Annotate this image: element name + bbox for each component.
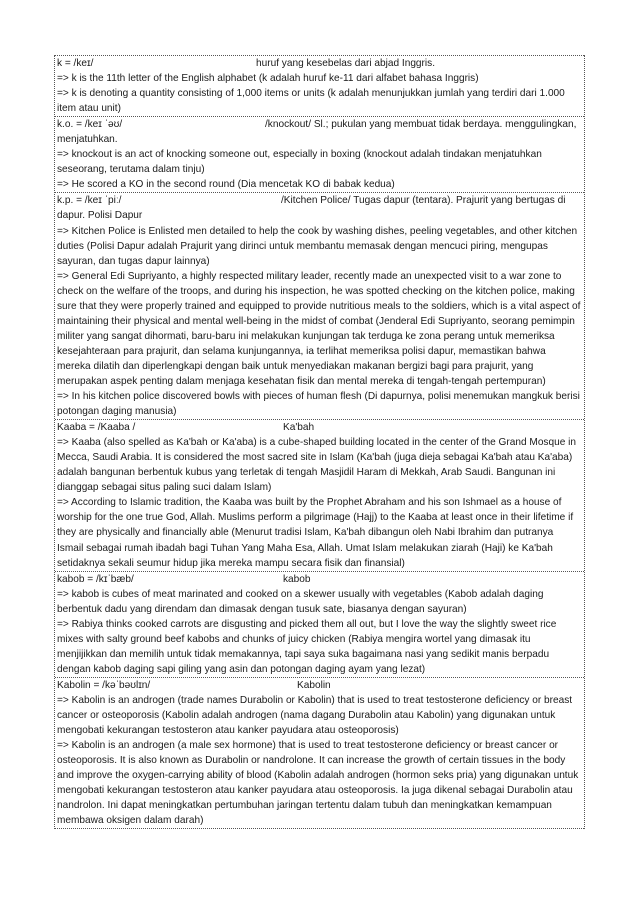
entry-heading xyxy=(57,117,582,147)
entry-heading xyxy=(57,678,582,693)
example-line: => kabob is cubes of meat marinated and cooked on a skewer usually with vegetables (Kabob adalah daging berbentuk dadu yang direndam dan dimasak dengan tusuk sate, biasanya dengan sayuran) xyxy=(57,588,544,615)
dictionary-entry xyxy=(55,419,584,570)
example-line: => Kabolin is an androgen (trade names Durabolin or Kabolin) that is used to treat testosterone deficiency or breast cancer or osteoporosis (Kabolin adalah androgen (nama dagang Durabolin atau Kabolin) yang digunakan untuk mengobati kekurangan testosteron atau kanker payudara atau osteoporosis) xyxy=(57,694,573,737)
headword-definition: kabob xyxy=(283,573,311,585)
dictionary-entry xyxy=(55,116,584,192)
example-line: => According to Islamic tradition, the Kaaba was built by the Prophet Abraham and his son Ishmael as a house of worship for the one true God, Allah. Muslims perform a pilgrimage (Hajj) to the Kaaba at least once in their lifetime if they are physically and financially able (Menurut tradisi Islam, Ka'bah dibangun oleh Nabi Ibrahim dan putranya Ismail sebagai rumah ibadah bagi Tuhan Yang Maha Esa, Allah. Umat Islam melakukan ziarah (Haji) ke Ka'bah setidaknya sekali seumur hidup jika mereka mampu secara fisik dan finansial) xyxy=(57,497,574,569)
headword: Kaaba = /Kaaba / xyxy=(57,422,136,434)
dictionary-entry xyxy=(55,571,584,677)
example-line: => General Edi Supriyanto, a highly respected military leader, recently made an unexpected visit to a war zone to check on the welfare of the troops, and during his inspection, he was spotted checking on the kitchen police, making sure that they were properly trained and equipped to provide nutritious meals to the soldiers, which is a vital aspect of maintaining their physical and mental well-being in the midst of combat (Jenderal Edi Supriyanto, seorang pemimpin militer yang sangat dihormati, baru-baru ini melakukan kunjungan tak terduga ke zona perang untuk memeriksa kesejahteraan para prajurit, dan selama kunjungannya, ia terlihat memeriksa polisi dapur, memastikan bahwa mereka dilatih dan diperlengkapi dengan baik untuk menyediakan makanan bergizi bagi para prajurit, yang merupakan aspek penting dalam menjaga kesehatan fisik dan mental mereka di tengah-tengah pertempuran) xyxy=(57,270,581,387)
example-line: => He scored a KO in the second round (Dia mencetak KO di babak kedua) xyxy=(57,179,395,191)
headword-definition: /knockout/ Sl.; pukulan yang membuat tidak berdaya. menggulingkan, menjatuhkan. xyxy=(57,119,577,146)
headword-definition: /Kitchen Police/ Tugas dapur (tentara). Prajurit yang bertugas di dapur. Polisi Dapur xyxy=(57,195,566,222)
example-line: => Kitchen Police is Enlisted men detailed to help the cook by washing dishes, peeling vegetables, and other kitchen duties (Polisi Dapur adalah Prajurit yang dirinci untuk membantu memasak dengan mencuci piring, mengupas sayuran, dan tugas dapur lainnya) xyxy=(57,225,578,267)
entry-heading xyxy=(57,420,582,435)
headword-definition: Ka'bah xyxy=(283,422,315,434)
dictionary-entry xyxy=(55,192,584,419)
example-line: => Rabiya thinks cooked carrots are disgusting and picked them all out, but I love the way the slightly sweet rice mixes with salty ground beef kabobs and chunks of juicy chicken (Rabiya mengira wortel yang dimasak itu menjijikkan dan memilih untuk tidak memakannya, tapi saya suka bagaimana nasi yang sedikit manis berpadu dengan kabob daging sapi giling yang asin dan potongan daging ayam yang lezat) xyxy=(57,618,557,675)
example-line: => k is denoting a quantity consisting of 1,000 items or units (k adalah menunjukkan jumlah yang terdiri dari 1.000 item atau unit) xyxy=(57,88,565,115)
headword-definition: huruf yang kesebelas dari abjad Inggris. xyxy=(256,58,435,69)
example-line: => In his kitchen police discovered bowls with pieces of human flesh (Di dapurnya, polisi menemukan mangkuk berisi potongan daging manusia) xyxy=(57,391,580,418)
entry-heading xyxy=(57,56,582,71)
headword-definition: Kabolin xyxy=(297,679,331,691)
headword: Kabolin = /kəˈbəʊlɪn/ xyxy=(57,679,151,691)
dictionary-entries xyxy=(54,55,585,829)
headword: kabob = /kɪˈbæb/ xyxy=(57,573,134,585)
headword: k = /keɪ/ xyxy=(57,58,94,69)
example-line: => Kaaba (also spelled as Ka'bah or Ka'aba) is a cube-shaped building located in the center of the Grand Mosque in Mecca, Saudi Arabia. It is considered the most sacred site in Islam (Ka'bah (juga dieja sebagai Ka'bah atau Ka'aba) adalah bangunan berbentuk kubus yang terletak di tengah Masjidil Haram di Mekkah, Arab Saudi. Bangunan ini dianggap sebagai situs paling suci dalam Islam) xyxy=(57,437,576,494)
entry-heading xyxy=(57,193,582,223)
example-line: => k is the 11th letter of the English alphabet (k adalah huruf ke-11 dari alfabet bahasa Inggris) xyxy=(57,73,479,85)
entry-heading xyxy=(57,572,582,587)
headword: k.p. = /keɪ ˈpiː/ xyxy=(57,195,122,207)
headword: k.o. = /keɪ ˈəʊ/ xyxy=(57,119,123,131)
dictionary-entry xyxy=(55,677,584,829)
dictionary-entry xyxy=(55,55,584,116)
example-line: => Kabolin is an androgen (a male sex hormone) that is used to treat testosterone deficiency or breast cancer or osteoporosis. It is also known as Durabolin or nandrolone. It can increase the growth of certain tissues in the body and improve the oxygen-carrying ability of blood (Kabolin adalah androgen (hormon seks pria) yang digunakan untuk mengobati kekurangan testosteron atau kanker payudara atau osteoporosis. Ia juga dikenal sebagai Durabolin atau nandrolon. Ini dapat meningkatkan pertumbuhan jaringan tertentu dalam tubuh dan meningkatkan kemampuan membawa oksigen dalam darah) xyxy=(57,740,579,827)
example-line: => knockout is an act of knocking someone out, especially in boxing (knockout adalah tindakan menjatuhkan seseorang, terutama dalam tinju) xyxy=(57,149,542,176)
